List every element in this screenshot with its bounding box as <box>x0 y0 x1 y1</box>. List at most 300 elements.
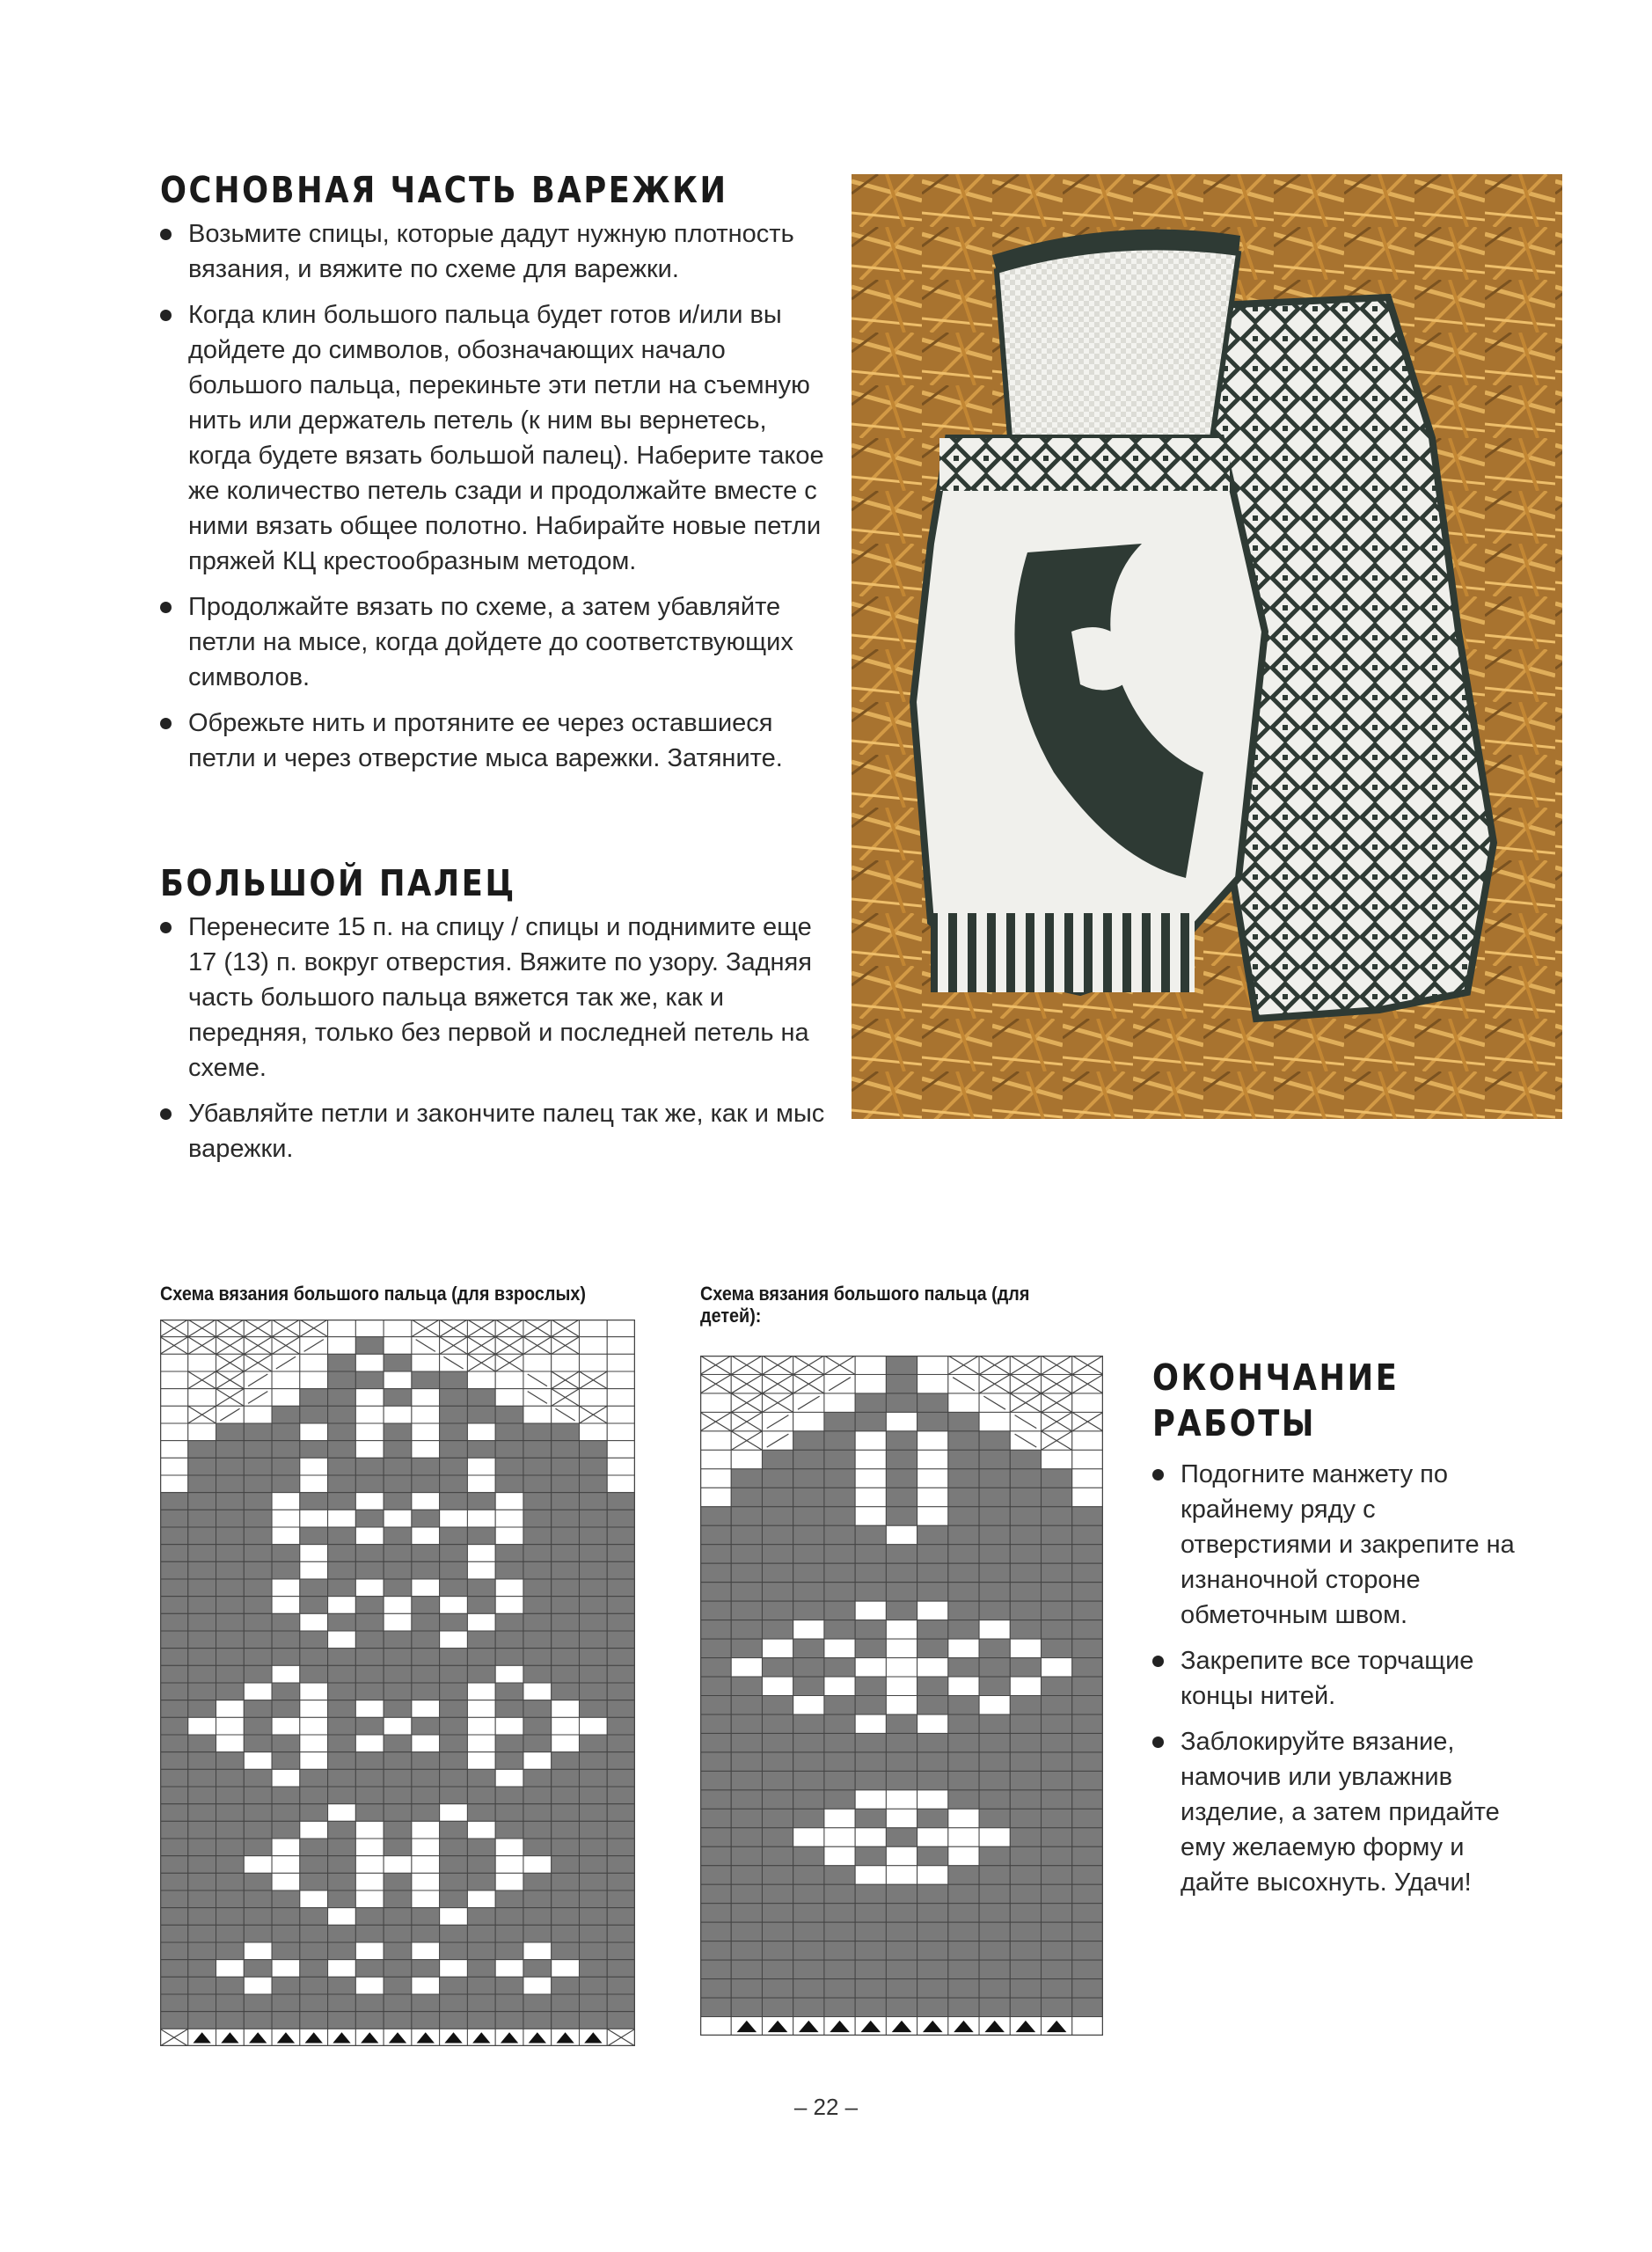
chart-cell <box>272 1977 300 1994</box>
chart-cell <box>917 1583 948 1601</box>
chart-cell <box>495 1873 523 1890</box>
chart-cell <box>216 1545 245 1562</box>
chart-cell <box>355 1804 384 1822</box>
chart-cell <box>216 2012 245 2029</box>
chart-cell <box>793 1790 824 1809</box>
chart-cell <box>762 1393 793 1412</box>
chart-cell <box>855 1790 886 1809</box>
chart-cell <box>160 1510 188 1527</box>
chart-cell <box>1042 1431 1072 1450</box>
chart-cell <box>793 1998 824 2016</box>
chart-cell <box>244 1406 272 1423</box>
chart-cell <box>1072 1393 1103 1412</box>
chart-cell <box>579 1354 607 1371</box>
chart-cell <box>979 1828 1010 1846</box>
chart-cell <box>523 1613 552 1631</box>
chart-cell <box>948 1960 979 1978</box>
chart-cell <box>384 1839 412 1856</box>
chart-cell <box>855 1922 886 1941</box>
chart-cell <box>244 1579 272 1597</box>
chart-cell <box>979 1658 1010 1677</box>
chart-cell <box>700 1658 731 1677</box>
chart-cell <box>440 2029 468 2046</box>
chart-cell <box>1042 1601 1072 1620</box>
chart-cell <box>160 1493 188 1510</box>
finishing-section-heading <box>1152 1355 1399 1446</box>
chart-cell <box>1042 1904 1072 1922</box>
chart-cell <box>244 1631 272 1649</box>
chart-cell <box>579 1769 607 1787</box>
chart-cell <box>244 1527 272 1545</box>
chart-cell <box>607 1908 635 1926</box>
chart-cell <box>272 1769 300 1787</box>
chart-cell <box>355 1597 384 1614</box>
chart-cell <box>793 1450 824 1468</box>
chart-cell <box>328 1527 356 1545</box>
chart-cell <box>1010 1809 1041 1827</box>
chart-cell <box>188 1320 216 1337</box>
chart-cell <box>355 1354 384 1371</box>
chart-cell <box>188 1925 216 1942</box>
chart-cell <box>607 1994 635 2012</box>
chart-cell <box>762 1941 793 1960</box>
chart-cell <box>1072 1677 1103 1695</box>
chart-cell <box>579 1908 607 1926</box>
chart-cell <box>700 1545 731 1563</box>
chart-cell <box>412 1510 440 1527</box>
chart-cell <box>762 1922 793 1941</box>
main-section-bullets <box>157 216 832 786</box>
chart-cell <box>188 1769 216 1787</box>
chart-cell <box>855 1658 886 1677</box>
chart-cell <box>979 1563 1010 1582</box>
chart-cell <box>523 1873 552 1890</box>
chart-cell <box>216 1994 245 2012</box>
chart-cell <box>355 1649 384 1666</box>
chart-cell <box>917 1545 948 1563</box>
chart-cell <box>762 1696 793 1715</box>
chart-cell <box>948 1658 979 1677</box>
chart-cell <box>384 2012 412 2029</box>
chart-cell <box>607 1787 635 1804</box>
chart-cell <box>855 1715 886 1733</box>
chart-cell <box>328 1839 356 1856</box>
chart-cell <box>948 1941 979 1960</box>
chart-cell <box>440 1908 468 1926</box>
chart-cell <box>244 1700 272 1718</box>
chart-cell <box>579 1423 607 1441</box>
chart-cell <box>495 1406 523 1423</box>
chart-cell <box>495 2029 523 2046</box>
chart-cell <box>1072 1733 1103 1751</box>
chart-cell <box>300 1856 328 1874</box>
chart-cell <box>216 1631 245 1649</box>
chart-cell <box>495 1320 523 1337</box>
chart-cell <box>467 1787 495 1804</box>
chart-cell <box>762 1904 793 1922</box>
chart-cell <box>495 1493 523 1510</box>
chart-cell <box>700 1904 731 1922</box>
chart-cell <box>384 1613 412 1631</box>
chart-cell <box>1072 1866 1103 1884</box>
chart-cell <box>328 1458 356 1475</box>
chart-cell <box>272 1683 300 1700</box>
chart-cell <box>824 1904 855 1922</box>
chart-cell <box>552 1665 580 1683</box>
chart-cell <box>886 1904 917 1922</box>
chart-cell <box>948 1431 979 1450</box>
chart-cell <box>216 1406 245 1423</box>
chart-cell <box>355 1735 384 1752</box>
chart-cell <box>1042 2017 1072 2036</box>
chart-cell <box>412 1683 440 1700</box>
chart-cell <box>948 1507 979 1525</box>
chart-cell <box>523 1510 552 1527</box>
chart-cell <box>440 1458 468 1475</box>
chart-cell <box>700 1752 731 1771</box>
chart-cell <box>188 1683 216 1700</box>
chart-cell <box>467 1475 495 1493</box>
chart-cell <box>412 1994 440 2012</box>
chart-cell <box>1042 1488 1072 1506</box>
chart-cell <box>244 1475 272 1493</box>
chart-cell <box>440 1597 468 1614</box>
chart-cell <box>1042 1790 1072 1809</box>
chart-cell <box>731 1696 762 1715</box>
chart-cell <box>188 1942 216 1960</box>
chart-cell <box>160 1804 188 1822</box>
chart-cell <box>731 1960 762 1978</box>
chart-cell <box>523 1821 552 1839</box>
chart-cell <box>272 1545 300 1562</box>
chart-cell <box>244 1994 272 2012</box>
chart-cell <box>855 1846 886 1865</box>
chart-cell <box>160 2029 188 2046</box>
chart-cell <box>793 1620 824 1639</box>
chart-cell <box>855 1904 886 1922</box>
chart-cell <box>467 1977 495 1994</box>
chart-cell <box>495 1700 523 1718</box>
chart-cell <box>979 1998 1010 2016</box>
chart-cell <box>979 1771 1010 1789</box>
chart-cell <box>1010 1450 1041 1468</box>
chart-cell <box>440 1700 468 1718</box>
chart-cell <box>731 1393 762 1412</box>
chart-cell <box>300 1977 328 1994</box>
chart-cell <box>244 1337 272 1355</box>
chart-cell <box>244 1510 272 1527</box>
chart-cell <box>762 1979 793 1998</box>
list-item: Подогните манжету по крайнему ряду с отверстиями и закрепите на изнаночной стороне обметочным швом. <box>1149 1457 1527 1633</box>
chart-cell <box>467 2012 495 2029</box>
chart-cell <box>160 1371 188 1389</box>
chart-cell <box>700 1601 731 1620</box>
chart-cell <box>948 1771 979 1789</box>
child-chart-title: Схема вязания большого пальца (для детей): <box>700 1283 1030 1327</box>
chart-cell <box>300 1493 328 1510</box>
chart-cell <box>979 1752 1010 1771</box>
chart-cell <box>272 1960 300 1978</box>
chart-cell <box>300 1613 328 1631</box>
chart-cell <box>412 1821 440 1839</box>
chart-cell <box>607 1631 635 1649</box>
chart-cell <box>762 1620 793 1639</box>
chart-cell <box>216 1441 245 1459</box>
chart-cell <box>300 1423 328 1441</box>
chart-cell <box>579 1510 607 1527</box>
chart-cell <box>979 1677 1010 1695</box>
chart-cell <box>979 1356 1010 1374</box>
chart-cell <box>384 1873 412 1890</box>
chart-cell <box>762 1563 793 1582</box>
chart-cell <box>917 1715 948 1733</box>
chart-cell <box>552 1441 580 1459</box>
chart-cell <box>700 1809 731 1827</box>
chart-cell <box>1042 1658 1072 1677</box>
chart-cell <box>552 1890 580 1908</box>
chart-cell <box>700 1620 731 1639</box>
chart-cell <box>731 1658 762 1677</box>
chart-cell <box>1010 1884 1041 1903</box>
chart-cell <box>824 1507 855 1525</box>
chart-cell <box>328 1700 356 1718</box>
chart-cell <box>579 1925 607 1942</box>
chart-cell <box>1072 1563 1103 1582</box>
chart-cell <box>384 1597 412 1614</box>
chart-cell <box>917 1620 948 1639</box>
chart-cell <box>855 1998 886 2016</box>
chart-cell <box>495 1942 523 1960</box>
chart-cell <box>607 2012 635 2029</box>
chart-cell <box>917 1922 948 1941</box>
list-item: Перенесите 15 п. на спицу / спицы и поднимите еще 17 (13) п. вокруг отверстия. Вяжите по узору. Задняя часть большого пальца вяжется так же, как и передняя, только без первой и последней петель на схеме. <box>157 910 832 1086</box>
chart-cell <box>300 1908 328 1926</box>
chart-cell <box>1010 1979 1041 1998</box>
chart-cell <box>855 1941 886 1960</box>
chart-cell <box>793 1525 824 1544</box>
chart-cell <box>495 1856 523 1874</box>
chart-cell <box>216 1613 245 1631</box>
chart-cell <box>1010 1583 1041 1601</box>
chart-cell <box>328 1579 356 1597</box>
chart-cell <box>1010 1771 1041 1789</box>
chart-cell <box>188 1752 216 1770</box>
chart-cell <box>948 1639 979 1657</box>
chart-cell <box>188 2012 216 2029</box>
chart-cell <box>552 1787 580 1804</box>
chart-cell <box>440 1960 468 1978</box>
chart-cell <box>384 1683 412 1700</box>
chart-cell <box>523 1579 552 1597</box>
chart-cell <box>495 1649 523 1666</box>
chart-cell <box>579 1493 607 1510</box>
chart-cell <box>188 1561 216 1579</box>
chart-cell <box>1010 1941 1041 1960</box>
chart-cell <box>917 1431 948 1450</box>
chart-cell <box>824 1960 855 1978</box>
chart-cell <box>440 2012 468 2029</box>
chart-cell <box>440 1337 468 1355</box>
chart-cell <box>579 1787 607 1804</box>
chart-cell <box>731 1979 762 1998</box>
chart-cell <box>384 1717 412 1735</box>
chart-cell <box>523 1406 552 1423</box>
chart-cell <box>300 1597 328 1614</box>
chart-cell <box>328 2012 356 2029</box>
chart-cell <box>731 1583 762 1601</box>
chart-cell <box>731 1866 762 1884</box>
chart-cell <box>384 1665 412 1683</box>
chart-cell <box>855 1696 886 1715</box>
chart-cell <box>948 1979 979 1998</box>
chart-cell <box>979 1715 1010 1733</box>
chart-cell <box>300 1804 328 1822</box>
chart-cell <box>328 1561 356 1579</box>
chart-cell <box>384 1994 412 2012</box>
chart-cell <box>1010 1393 1041 1412</box>
chart-cell <box>700 1450 731 1468</box>
chart-cell <box>948 1677 979 1695</box>
chart-cell <box>412 1769 440 1787</box>
chart-cell <box>216 1769 245 1787</box>
chart-cell <box>979 1620 1010 1639</box>
chart-cell <box>523 1561 552 1579</box>
chart-cell <box>607 1665 635 1683</box>
chart-cell <box>552 1337 580 1355</box>
chart-cell <box>731 1374 762 1393</box>
chart-cell <box>855 1960 886 1978</box>
chart-cell <box>216 1787 245 1804</box>
chart-cell <box>272 1908 300 1926</box>
chart-cell <box>552 1579 580 1597</box>
chart-cell <box>700 1469 731 1488</box>
chart-cell <box>523 1700 552 1718</box>
chart-cell <box>855 1884 886 1903</box>
chart-cell <box>300 1545 328 1562</box>
chart-cell <box>948 1356 979 1374</box>
chart-cell <box>523 1735 552 1752</box>
chart-cell <box>886 1809 917 1827</box>
chart-cell <box>384 1579 412 1597</box>
chart-cell <box>917 1809 948 1827</box>
chart-cell <box>467 1406 495 1423</box>
chart-cell <box>552 1613 580 1631</box>
chart-cell <box>188 1856 216 1874</box>
chart-cell <box>979 1431 1010 1450</box>
chart-cell <box>1042 1809 1072 1827</box>
chart-cell <box>1072 1696 1103 1715</box>
chart-cell <box>607 2029 635 2046</box>
chart-cell <box>762 1431 793 1450</box>
chart-cell <box>216 1389 245 1407</box>
chart-cell <box>579 1735 607 1752</box>
chart-cell <box>355 1665 384 1683</box>
chart-cell <box>855 1525 886 1544</box>
chart-cell <box>523 1683 552 1700</box>
chart-cell <box>160 2012 188 2029</box>
chart-cell <box>1072 1752 1103 1771</box>
chart-cell <box>855 1563 886 1582</box>
chart-cell <box>412 1873 440 1890</box>
chart-cell <box>467 1389 495 1407</box>
chart-cell <box>440 1561 468 1579</box>
chart-cell <box>272 2029 300 2046</box>
chart-cell <box>244 1493 272 1510</box>
chart-cell <box>762 1412 793 1430</box>
chart-cell <box>216 1856 245 1874</box>
chart-cell <box>607 1493 635 1510</box>
chart-cell <box>216 1371 245 1389</box>
chart-cell <box>188 1804 216 1822</box>
chart-cell <box>328 1994 356 2012</box>
chart-cell <box>440 1423 468 1441</box>
chart-cell <box>384 1561 412 1579</box>
chart-cell <box>300 1821 328 1839</box>
chart-cell <box>300 1649 328 1666</box>
chart-cell <box>793 1563 824 1582</box>
chart-cell <box>917 1979 948 1998</box>
chart-cell <box>579 1804 607 1822</box>
chart-cell <box>300 1994 328 2012</box>
chart-cell <box>272 1597 300 1614</box>
chart-cell <box>979 1696 1010 1715</box>
chart-cell <box>700 1941 731 1960</box>
chart-cell <box>300 1839 328 1856</box>
chart-cell <box>1072 1620 1103 1639</box>
chart-cell <box>188 1545 216 1562</box>
chart-cell <box>523 1493 552 1510</box>
chart-cell <box>1042 1846 1072 1865</box>
chart-cell <box>440 1942 468 1960</box>
chart-cell <box>731 1884 762 1903</box>
chart-cell <box>440 1527 468 1545</box>
chart-cell <box>917 1828 948 1846</box>
chart-cell <box>607 1441 635 1459</box>
chart-cell <box>607 1873 635 1890</box>
chart-cell <box>160 1873 188 1890</box>
chart-cell <box>467 1717 495 1735</box>
chart-cell <box>948 1393 979 1412</box>
chart-cell <box>244 1821 272 1839</box>
chart-cell <box>824 1846 855 1865</box>
chart-cell <box>467 1510 495 1527</box>
chart-cell <box>886 1790 917 1809</box>
chart-cell <box>523 1649 552 1666</box>
chart-cell <box>552 1769 580 1787</box>
chart-cell <box>412 1977 440 1994</box>
chart-cell <box>886 2017 917 2036</box>
chart-cell <box>886 1979 917 1998</box>
chart-cell <box>1072 1525 1103 1544</box>
chart-cell <box>272 1700 300 1718</box>
chart-cell <box>607 1890 635 1908</box>
chart-cell <box>467 1804 495 1822</box>
chart-cell <box>300 1665 328 1683</box>
chart-cell <box>1010 1374 1041 1393</box>
chart-cell <box>355 1717 384 1735</box>
chart-cell <box>188 1994 216 2012</box>
chart-cell <box>300 1683 328 1700</box>
chart-cell <box>188 1527 216 1545</box>
chart-cell <box>160 1890 188 1908</box>
chart-cell <box>731 1677 762 1695</box>
chart-cell <box>979 1846 1010 1865</box>
chart-cell <box>244 1925 272 1942</box>
chart-cell <box>552 1371 580 1389</box>
chart-cell <box>762 1545 793 1563</box>
chart-cell <box>552 1925 580 1942</box>
chart-cell <box>188 1423 216 1441</box>
